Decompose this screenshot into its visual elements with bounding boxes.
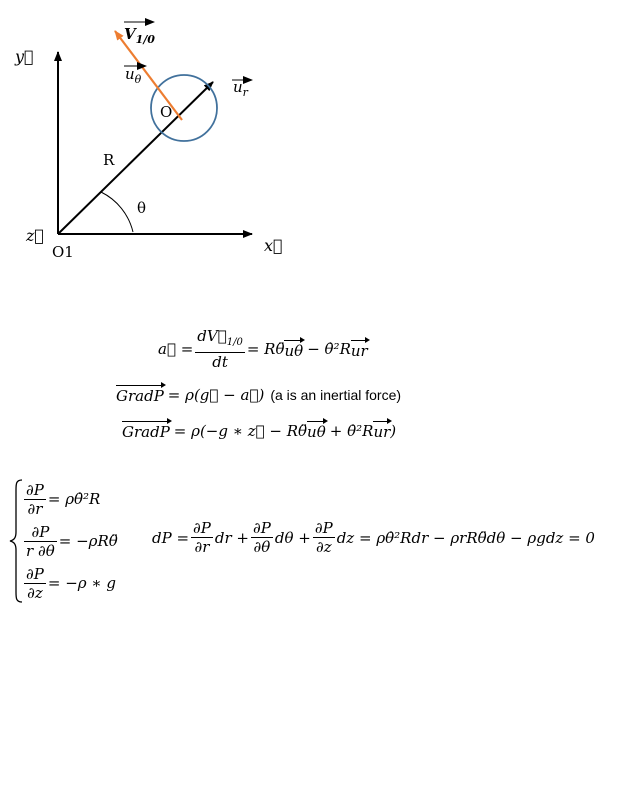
dp-f2-numerator: ∂P: [253, 519, 271, 537]
grad-equation-1: [116, 384, 401, 405]
sys2-denominator: r ∂θ: [26, 541, 55, 560]
angle-arc: [101, 192, 133, 232]
dp-f1-numerator: ∂P: [193, 519, 211, 537]
dp-term-3: dz = ρθ̇²Rdr − ρrRθ̈dθ − ρgdz = 0: [336, 528, 595, 547]
grad2-rhs-3: ): [390, 421, 397, 440]
sys2-numerator: ∂P: [24, 524, 57, 542]
dp-f1-denominator: ∂r: [194, 538, 210, 556]
z-axis-label: z⃗: [26, 226, 45, 245]
dp-f3-denominator: ∂z: [315, 538, 332, 556]
grad1-rhs: = ρ(g⃗ − a⃗): [167, 385, 265, 404]
radius-label: R: [103, 151, 115, 169]
acceleration-equation: [158, 328, 368, 370]
dp-f3-numerator: ∂P: [314, 519, 333, 537]
sys1-numerator: ∂P: [26, 480, 44, 499]
sys1-rhs: = ρθ̇²R: [47, 490, 101, 508]
total-differential-equation: [152, 520, 595, 555]
accel-u-r: ur: [351, 339, 368, 360]
grad2-rhs-2: + θ̇²R: [329, 421, 374, 440]
dp-lhs: dP =: [152, 528, 190, 547]
svg-text:uθ: $u_\theta$: [125, 65, 142, 86]
accel-rhs-2: − θ̇²R: [307, 340, 351, 358]
kinematics-diagram: [0, 0, 330, 270]
svg-text:V1/0: $V_{1/0}$: [124, 25, 155, 46]
grad1-note: (a is an inertial force): [270, 386, 402, 403]
grad2-lhs: GradP: [122, 420, 170, 441]
dp-term-2: dθ +: [274, 528, 311, 547]
sys1-denominator: ∂r: [27, 499, 43, 518]
u-r-label: [232, 78, 252, 99]
accel-numerator-sub: 1/0: [226, 337, 243, 348]
grad2-u-r: ur: [373, 420, 390, 441]
accel-lhs: a⃗ =: [158, 340, 194, 358]
accel-denominator: dt: [212, 353, 228, 371]
system-row-theta: [22, 520, 118, 562]
angle-label: θ: [137, 199, 147, 217]
dp-term-1: dr +: [214, 528, 249, 547]
sys3-denominator: ∂z: [27, 583, 43, 602]
svg-text:ur: $u_r$: [233, 78, 248, 99]
grad-equation-2: [122, 420, 396, 441]
partial-derivative-system: [22, 478, 118, 604]
grad2-rhs-1: = ρ(−g ∗ z⃗ − Rθ̈: [173, 421, 308, 440]
accel-fraction: [195, 328, 245, 370]
dp-f2-denominator: ∂θ: [253, 538, 271, 556]
center-label: O: [160, 103, 173, 121]
grad2-u-theta: uθ: [307, 420, 326, 441]
y-axis-label: y⃗: [15, 47, 34, 66]
sys2-rhs: = −ρRθ̈: [58, 532, 118, 550]
system-row-z: [22, 562, 118, 604]
velocity-label: [124, 22, 155, 46]
sys3-rhs: = −ρ ∗ g: [47, 574, 116, 592]
origin-label: O1: [52, 243, 74, 261]
system-row-r: [22, 478, 118, 520]
radius-line: [58, 82, 213, 234]
accel-u-theta: uθ: [284, 339, 303, 360]
sys3-numerator: ∂P: [26, 564, 44, 583]
x-axis-label: x⃗: [264, 236, 283, 255]
accel-numerator: dV⃗: [197, 327, 227, 345]
accel-rhs-1: = Rθ̈: [246, 340, 285, 358]
grad1-lhs: GradP: [116, 384, 164, 405]
